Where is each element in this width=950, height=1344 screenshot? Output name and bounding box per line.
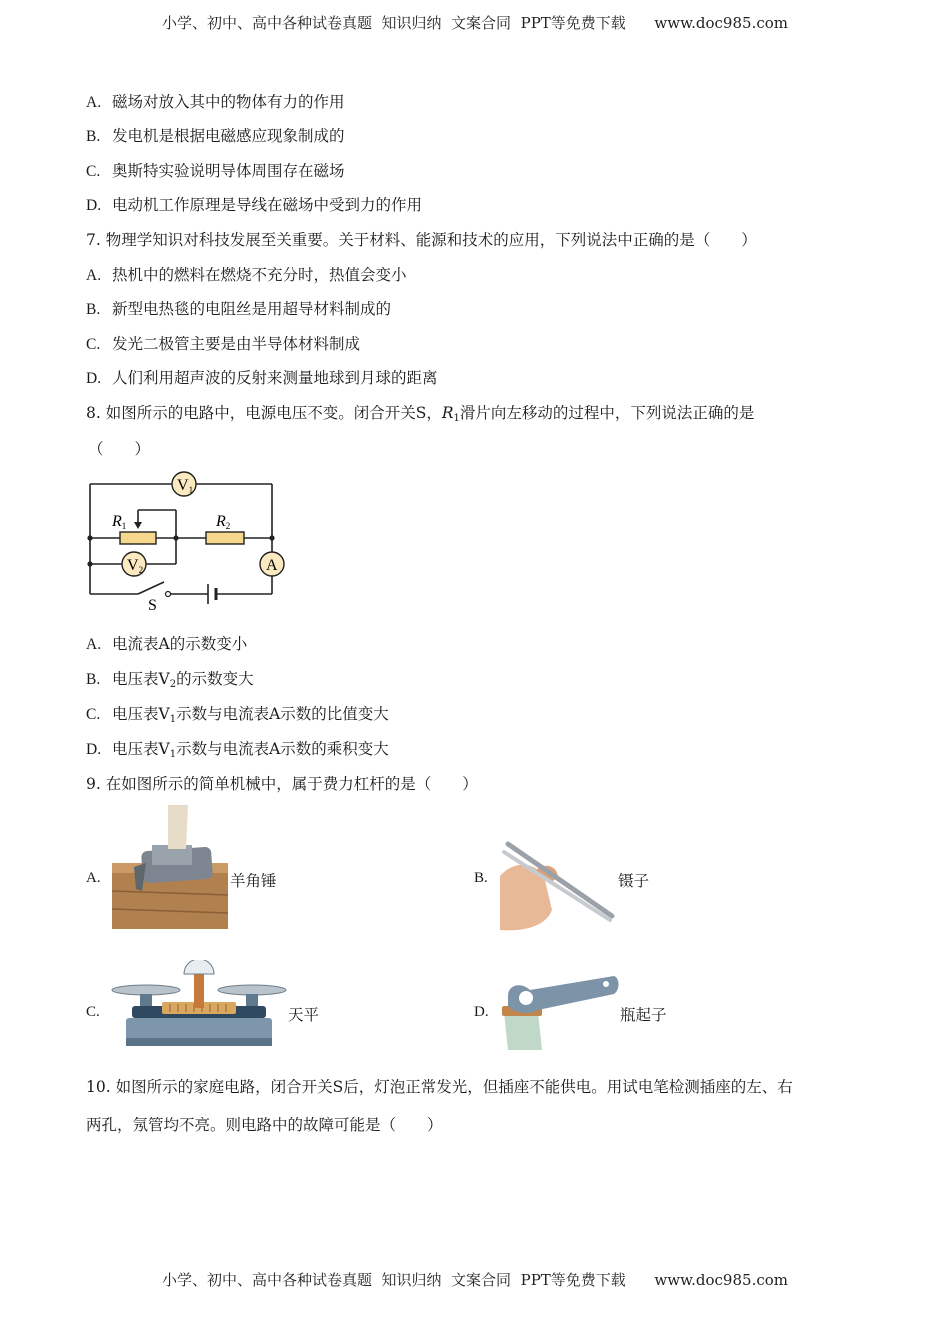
s-label: S bbox=[148, 597, 157, 614]
q7-option-d: D. 人们利用超声波的反射来测量地球到月球的距离 bbox=[86, 369, 438, 387]
r1-label: R1 bbox=[112, 513, 127, 531]
slider-arrow-icon bbox=[134, 522, 142, 529]
q6-option-b: B. 发电机是根据电磁感应现象制成的 bbox=[86, 127, 345, 145]
resistor-r2 bbox=[206, 532, 244, 544]
v1-label: V1 bbox=[177, 477, 194, 495]
q8-option-c: C. 电压表$V_1$示数与电流表A示数的比值变大 bbox=[86, 705, 389, 725]
q9-stem: 9. 在如图所示的简单机械中，属于费力杠杆的是（ ） bbox=[86, 775, 478, 793]
claw-hammer-icon bbox=[112, 805, 228, 929]
balance-scale-icon bbox=[110, 960, 288, 1050]
q7-option-a: A. 热机中的燃料在燃烧不充分时，热值会变小 bbox=[86, 266, 407, 284]
q9-option-c-letter: C. bbox=[86, 1004, 100, 1020]
q8-option-b: B. 电压表$V_2$的示数变大 bbox=[86, 670, 254, 690]
bottle-opener-icon bbox=[498, 972, 622, 1050]
q9-option-d-name: 瓶起子 bbox=[620, 1006, 667, 1024]
q7-option-b: B. 新型电热毯的电阻丝是用超导材料制成的 bbox=[86, 300, 392, 318]
page-footer: 小学、初中、高中各种试卷真题 知识归纳 文案合同 PPT等免费下载 www.doc985.com bbox=[161, 1271, 788, 1289]
q8-stem: 8. 如图所示的电路中，电源电压不变。闭合开关S，$R_1$滑片向左移动的过程中，下列说法正确的是 bbox=[86, 404, 755, 424]
v2-label: V2 bbox=[127, 557, 144, 575]
q8-option-a: A. 电流表A的示数变小 bbox=[86, 635, 248, 653]
q9-option-b-letter: B. bbox=[474, 870, 488, 886]
q8-circuit-diagram bbox=[84, 468, 294, 618]
q7-stem: 7. 物理学知识对科技发展至关重要。关于材料、能源和技术的应用，下列说法中正确的是（ ） bbox=[86, 231, 757, 249]
q9-option-a-letter: A. bbox=[86, 870, 101, 886]
q8-option-d: D. 电压表$V_1$示数与电流表A示数的乘积变大 bbox=[86, 740, 389, 760]
q9-option-d-letter: D. bbox=[474, 1004, 489, 1020]
page-header: 小学、初中、高中各种试卷真题 知识归纳 文案合同 PPT等免费下载 www.doc985.com bbox=[161, 14, 788, 32]
q6-option-c: C. 奥斯特实验说明导体周围存在磁场 bbox=[86, 162, 345, 180]
q9-option-c-name: 天平 bbox=[288, 1006, 320, 1024]
r2-label: R2 bbox=[216, 513, 231, 531]
q7-option-c: C. 发光二极管主要是由半导体材料制成 bbox=[86, 335, 361, 353]
q6-option-d: D. 电动机工作原理是导线在磁场中受到力的作用 bbox=[86, 196, 423, 214]
q8-answer-paren: （ ） bbox=[88, 440, 151, 458]
q9-option-b-name: 镊子 bbox=[618, 872, 650, 890]
q10-stem-line2: 两孔，氖管均不亮。则电路中的故障可能是（ ） bbox=[86, 1116, 443, 1134]
a-label: A bbox=[266, 557, 278, 574]
tweezers-icon bbox=[500, 840, 616, 932]
battery-symbol bbox=[208, 584, 216, 604]
resistor-r1 bbox=[120, 532, 156, 544]
q6-option-a: A. 磁场对放入其中的物体有力的作用 bbox=[86, 93, 345, 111]
q10-stem-line1: 10. 如图所示的家庭电路，闭合开关S后，灯泡正常发光，但插座不能供电。用试电笔检测插座的左、右 bbox=[86, 1078, 793, 1096]
q9-option-a-name: 羊角锤 bbox=[230, 872, 277, 890]
